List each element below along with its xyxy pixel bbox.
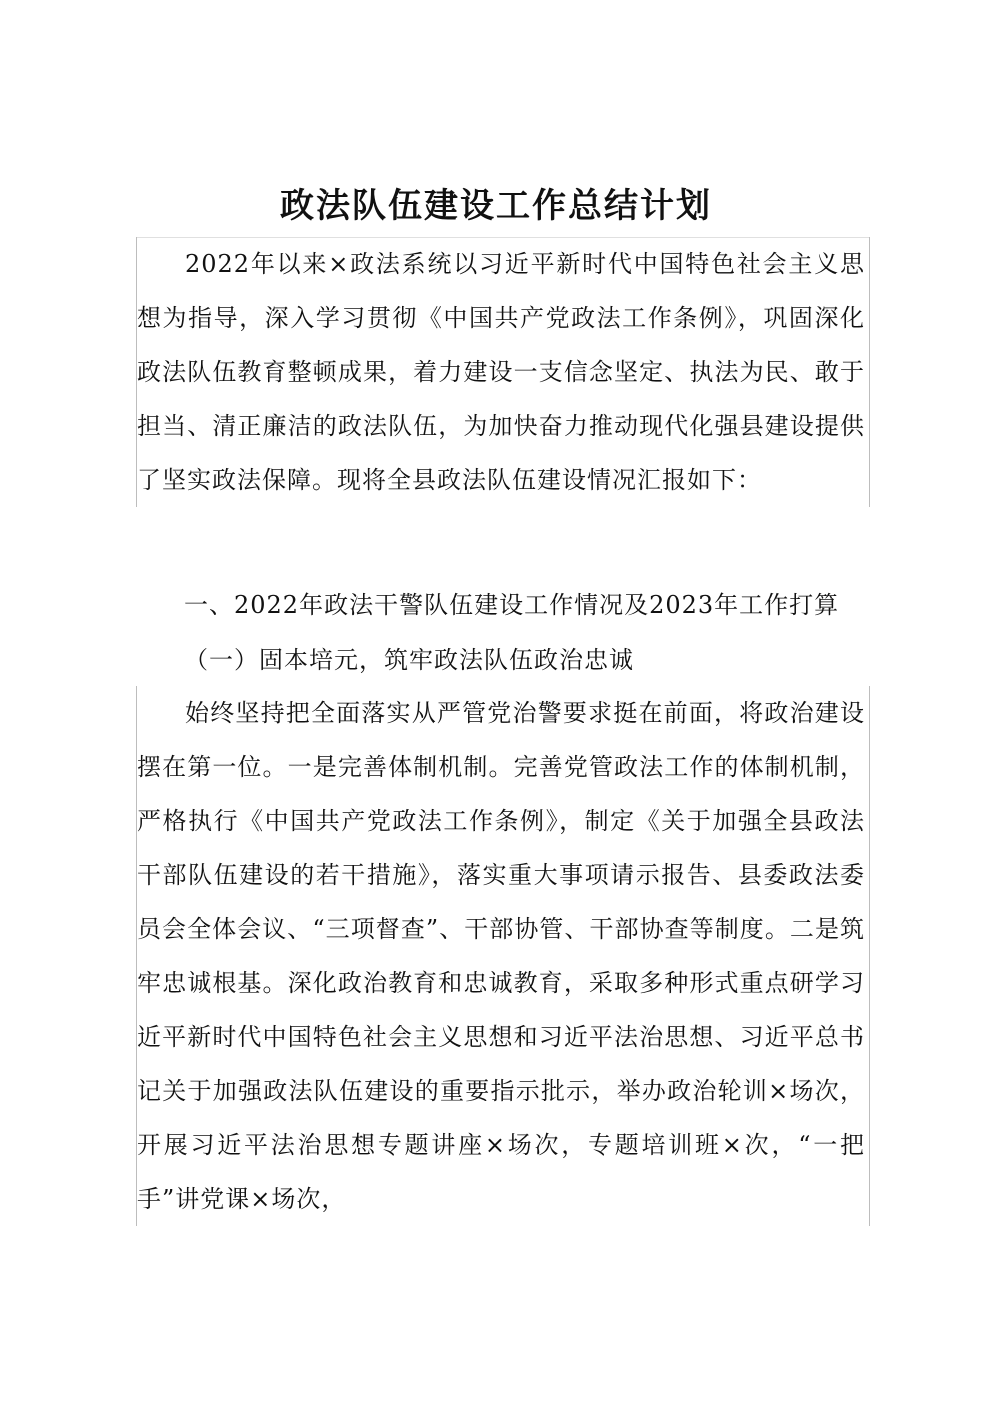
section-heading: 一、2022年政法干警队伍建设工作情况及2023年工作打算: [184, 591, 840, 619]
section-heading-block: [136, 578, 868, 632]
body-paragraph: 始终坚持把全面落实从严管党治警要求挺在前面，将政治建设摆在第一位。一是完善体制机制。完善党管政法工作的体制机制，严格执行《中国共产党政法工作条例》，制定《关于加强全县政法干部队伍建设的若干措施》，落实重大事项请示报告、县委政法委员会全体会议、“三项督查”、干部协管、干部协查等制度。二是筑牢忠诚根基。深化政治教育和忠诚教育，采取多种形式重点研学习近平新时代中国特色社会主义思想和习近平法治思想、习近平总书记关于加强政法队伍建设的重要指示批示，举办政治轮训×场次，开展习近平法治思想专题讲座×场次，专题培训班×次，“一把手”讲党课×场次，: [137, 699, 865, 1213]
document-title: 政法队伍建设工作总结计划: [280, 186, 712, 226]
intro-block: [136, 237, 870, 507]
subsection-heading: （一）固本培元，筑牢政法队伍政治忠诚: [184, 646, 634, 674]
subsection-heading-block: [136, 633, 868, 687]
intro-paragraph: 2022年以来×政法系统以习近平新时代中国特色社会主义思想为指导，深入学习贯彻《中国共产党政法工作条例》，巩固深化政法队伍教育整顿成果，着力建设一支信念坚定、执法为民、敢于担当、清正廉洁的政法队伍，为加快奋力推动现代化强县建设提供了坚实政法保障。现将全县政法队伍建设情况汇报如下：: [137, 250, 865, 494]
body-block: [136, 686, 870, 1226]
